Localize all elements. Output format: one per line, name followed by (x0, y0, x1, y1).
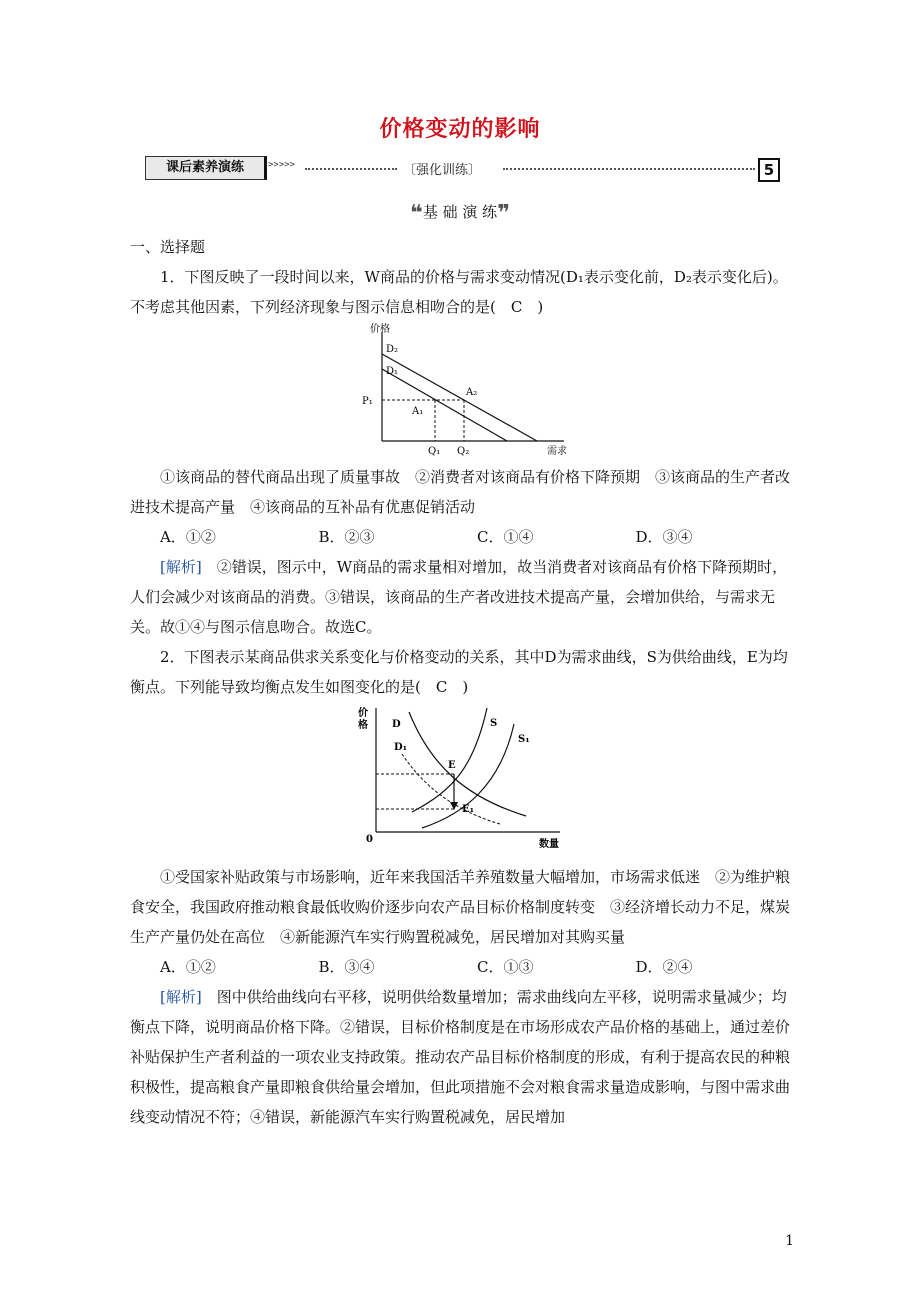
question-2-analysis (130, 982, 794, 1132)
chart2-ylabel-2: 格 (358, 720, 368, 731)
label-e: E (448, 760, 456, 771)
question-1-statements: ①该商品的替代商品出现了质量事故 ②消费者对该商品有价格下降预期 ③该商品的生产者改进技术提高产量 ④该商品的互补品有优惠促销活动 (130, 468, 791, 516)
demand-curve-d1 (382, 369, 507, 441)
part-heading: 一、选择题 (130, 238, 206, 256)
banner-number: 5 (758, 158, 780, 182)
label-a1: A₁ (412, 406, 424, 417)
page-number: 1 (785, 1233, 794, 1249)
banner-divider-left (305, 168, 397, 170)
banner-label: 课后素养演练 (145, 156, 267, 180)
label-a2: A₂ (466, 387, 478, 398)
chart1-xlabel: 需求 (547, 446, 567, 457)
q1-option-c: C．①④ (477, 528, 534, 546)
label-s1: S₁ (518, 734, 530, 745)
chart2-ylabel: 价 (358, 708, 368, 719)
open-quote-icon: ❝ (409, 201, 423, 226)
label-d1-chart2: D₁ (394, 742, 408, 753)
question-2-statements: ①受国家补贴政策与市场影响，近年来我国活羊养殖数量大幅增加，市场需求低迷 ②为维护粮食安全，我国政府推动粮食最低收购价逐步向农产品目标价格制度转变 ③经济增长动力不足，煤炭生产产量仍处在高位 ④新能源汽车实行购置税减免，居民增加对其购买量 (130, 868, 791, 946)
q1-analysis-text: ②错误，图示中，W商品的需求量相对增加，故当消费者对该商品有价格下降预期时，人们会减少对该商品的消费。③错误，该商品的生产者改进技术提高产量，会增加供给，与需求无关。故①④与图示信息吻合。故选C。 (130, 558, 788, 636)
section-label: 基 础 演 练 (422, 203, 498, 221)
q1-analysis-label: [解析] (160, 558, 202, 576)
q1-option-a: A．①② (160, 528, 216, 546)
banner-arrows: >>>>> (268, 160, 296, 170)
label-p1: P₁ (362, 396, 373, 407)
chart2-xlabel: 数量 (539, 839, 559, 850)
demand-curve-d (409, 712, 526, 816)
document-body (130, 232, 794, 1132)
q2-analysis-text: 图中供给曲线向右平移，说明供给数量增加；需求曲线向左平移，说明需求量减少；均衡点下降，说明商品价格下降。②错误，目标价格制度是在市场形成农产品价格的基础上，通过差价补贴保护生产者利益的一项农业支持政策。推动农产品目标价格制度的形成，有利于提高农民的种粮积极性，提高粮食产量即粮食供给量会增加，但此项措施不会对粮食需求量造成影响，与图中需求曲线变动情况不符；④错误，新能源汽车实行购置税减免，居民增加 (130, 988, 791, 1126)
q2-option-d: D．②④ (635, 958, 693, 976)
page-title: 价格变动的影响 (379, 116, 541, 142)
label-e1: E₁ (462, 804, 475, 815)
chart2-origin: 0 (366, 834, 373, 845)
label-d2: D₂ (386, 344, 399, 355)
q1-option-d: D．③④ (635, 528, 693, 546)
label-s: S (490, 718, 498, 729)
q2-option-b: B．③④ (318, 958, 375, 976)
chart1-ylabel: 价格 (370, 324, 390, 335)
label-d1: D₁ (386, 366, 399, 377)
label-d: D (392, 719, 401, 730)
q2-option-a: A．①② (160, 958, 216, 976)
label-q1: Q₁ (428, 446, 441, 457)
banner-divider-right (503, 168, 755, 170)
question-1-options (130, 522, 794, 552)
question-1-stem: 1．下图反映了一段时间以来，W商品的价格与需求变动情况(D₁表示变化前，D₂表示变化后)。不考虑其他因素，下列经济现象与图示信息相吻合的是( C ) (130, 268, 788, 316)
question-2-stem: 2．下图表示某商品供求关系变化与价格变动的关系，其中D为需求曲线，S为供给曲线，E为均衡点。下列能导致均衡点发生如图变化的是( C ) (130, 648, 788, 696)
demand-shift-chart (342, 322, 582, 462)
exercise-banner (145, 150, 780, 184)
question-1-analysis (130, 552, 794, 642)
q2-option-c: C．①③ (477, 958, 534, 976)
banner-center-label: 〔强化训练〕 (403, 163, 482, 178)
question-2-options (130, 952, 794, 982)
demand-curve-d2 (382, 354, 537, 441)
q1-option-b: B．②③ (318, 528, 375, 546)
section-heading (0, 201, 920, 226)
supply-demand-chart (342, 702, 582, 862)
label-q2: Q₂ (457, 446, 470, 457)
q2-analysis-label: [解析] (160, 988, 202, 1006)
close-quote-icon: ❞ (497, 201, 511, 226)
